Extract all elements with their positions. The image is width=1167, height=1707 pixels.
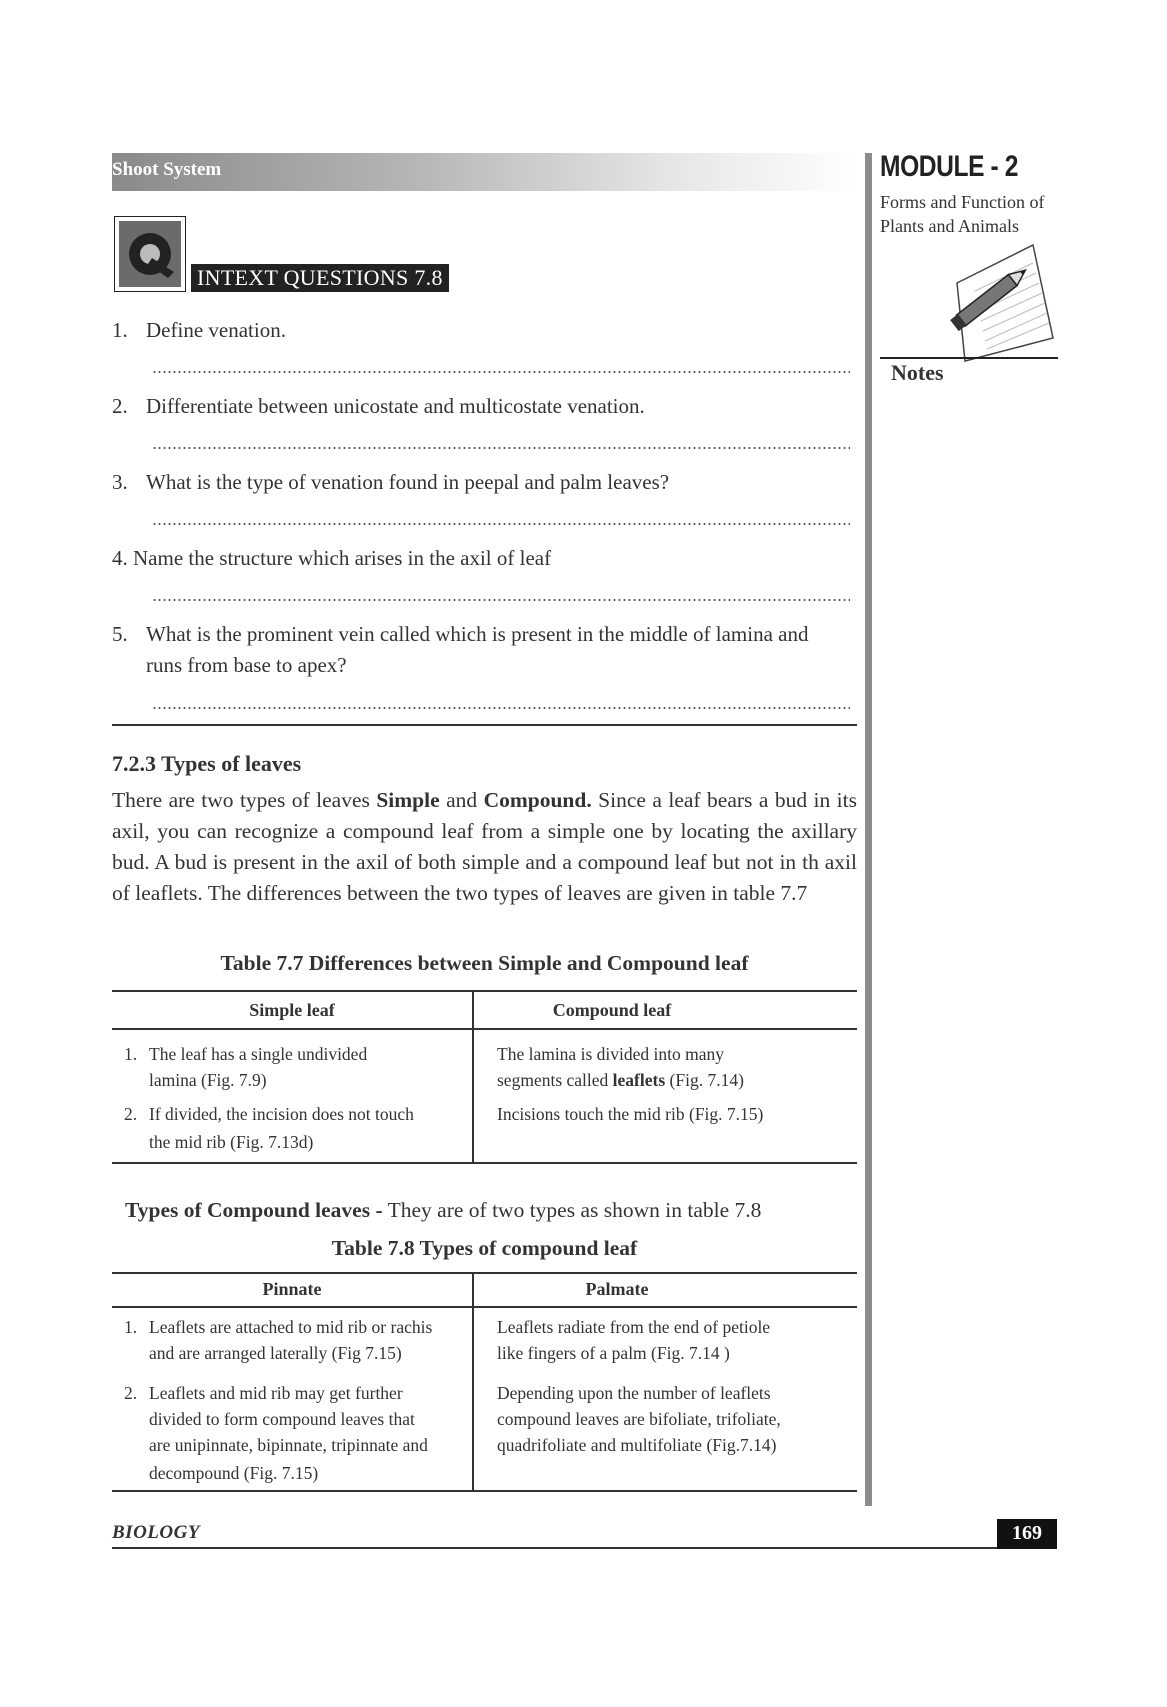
footer-rule (112, 1547, 1057, 1549)
table-column-divider (472, 1272, 474, 1491)
module-subtitle (880, 190, 1045, 238)
table-rule (112, 1272, 857, 1274)
table-7-7-caption: Table 7.7 Differences between Simple and Compound leaf (220, 951, 749, 975)
sidebar-divider (865, 153, 872, 1506)
question-text: Differentiate between unicostate and multicostate venation. (146, 394, 645, 418)
table-header-pinnate: Pinnate (262, 1279, 322, 1299)
table-column-divider (472, 990, 474, 1163)
question-2: 2. Differentiate between unicostate and multicostate venation. (112, 394, 645, 418)
question-text: Define venation. (146, 318, 286, 342)
answer-line (152, 706, 850, 712)
table-rule (112, 1490, 857, 1492)
footer-subject: BIOLOGY (112, 1522, 200, 1543)
table-header-simple: Simple leaf (249, 1000, 335, 1020)
section-heading: 7.2.3 Types of leaves (112, 751, 302, 776)
question-text: Name the structure which arises in the axil of leaf (133, 546, 552, 570)
answer-line (152, 370, 850, 376)
question-text-cont: runs from base to apex? (146, 653, 347, 677)
page-number: 169 (997, 1519, 1057, 1549)
question-text: What is the type of venation found in peepal and palm leaves? (146, 470, 670, 494)
notes-pencil-icon (945, 243, 1057, 365)
table-row-right: Leaflets radiate from the end of petiole like fingers of a palm (Fig. 7.14 ) Depending upon the number of leaflets compound leaves are bifoliate, trifoliate, quadrifoliate and multifoliate (Fig.7.14) (497, 1317, 781, 1455)
compound-leaves-intro: Types of Compound leaves - They are of two types as shown in table 7.8 (125, 1198, 762, 1222)
section-paragraph: There are two types of leaves Simple and Compound. Since a leaf bears a bud in its axil, you can recognize a compound leaf from a simple one by locating the axillary bud. A bud is present in the axil of both simple and a compound leaf but not in th axil of leaflets. The differences between the two types of leaves are given in table 7.7 (112, 788, 857, 905)
intext-bottom-rule (112, 724, 857, 726)
header-section-title: Shoot System (112, 159, 222, 180)
question-4: 4. Name the structure which arises in the axil of leaf (112, 546, 552, 570)
question-3: 3. What is the type of venation found in peepal and palm leaves? (112, 470, 670, 494)
header-bar (112, 153, 857, 191)
table-rule (112, 1306, 857, 1308)
table-rule (112, 990, 857, 992)
table-header-compound: Compound leaf (552, 1000, 672, 1020)
question-5: 5. What is the prominent vein called which is present in the middle of lamina and runs from base to apex? (112, 622, 857, 678)
notes-rule (880, 357, 1058, 359)
table-row: 1. The leaf has a single undivided lamina (Fig. 7.9) 2. If divided, the incision does not touch the mid rib (Fig. 7.13d) (124, 1044, 414, 1152)
intext-questions-title: INTEXT QUESTIONS 7.8 (191, 264, 449, 292)
question-text: What is the prominent vein called which is present in the middle of lamina and (146, 622, 809, 646)
table-row: 1. Leaflets are attached to mid rib or rachis and are arranged laterally (Fig 7.15) 2. Leaflets and mid rib may get further divided to form compound leaves that are unipinnate, bipinnate, tripinnate and decompound (Fig. 7.15) (124, 1317, 433, 1483)
table-row-right: The lamina is divided into many segments called leaflets (Fig. 7.14) Incisions touch the mid rib (Fig. 7.15) (497, 1044, 764, 1124)
answer-line (152, 598, 850, 604)
table-header-palmate: Palmate (585, 1279, 649, 1299)
notes-label: Notes (891, 360, 944, 385)
table-rule (112, 1028, 857, 1030)
question-1: 1. Define venation. (112, 318, 286, 342)
answer-line (152, 446, 850, 452)
module-title: MODULE - 2 (880, 150, 1019, 183)
table-7-8-caption: Table 7.8 Types of compound leaf (331, 1236, 638, 1260)
module-subtitle-line1: Forms and Function of (880, 192, 1045, 212)
module-subtitle-line2: Plants and Animals (880, 216, 1019, 236)
question-icon (114, 216, 186, 292)
table-rule (112, 1162, 857, 1164)
answer-line (152, 522, 850, 528)
